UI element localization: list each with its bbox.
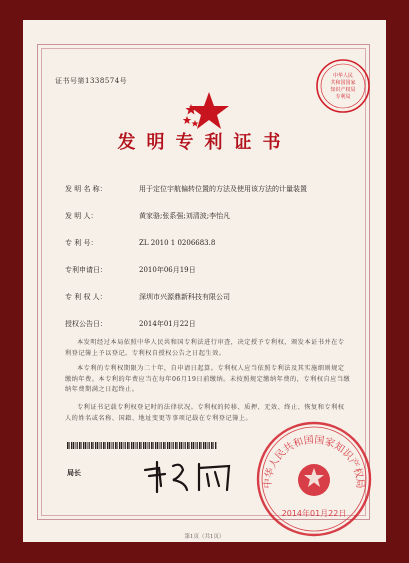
barcode-bar — [179, 442, 180, 449]
patent-office-seal-small — [313, 56, 373, 116]
barcode-bar — [213, 442, 214, 449]
barcode-bar — [153, 442, 154, 449]
barcode-bar — [109, 442, 111, 449]
barcode-bar — [100, 442, 101, 449]
barcode-bar — [211, 442, 213, 449]
national-ip-seal — [255, 420, 373, 538]
barcode-bar — [97, 442, 99, 449]
barcode-bar — [177, 442, 178, 449]
barcode-bar — [167, 442, 168, 449]
barcode-bar — [107, 442, 108, 449]
barcode-bar — [173, 442, 174, 449]
barcode-bar — [191, 442, 192, 449]
barcode-bar — [169, 442, 171, 449]
barcode-bar — [205, 442, 207, 449]
barcode-bar — [137, 442, 138, 449]
svg-text:专利局: 专利局 — [335, 94, 351, 100]
barcode-bar — [155, 442, 156, 449]
barcode-bar — [105, 442, 106, 449]
barcode-bar — [77, 442, 78, 449]
barcode-bar — [149, 442, 150, 449]
star-emblem — [179, 90, 239, 130]
barcode-bar — [136, 442, 137, 449]
barcode-bar — [93, 442, 94, 449]
barcode-bar — [143, 442, 144, 449]
barcode-bar — [129, 442, 130, 449]
barcode-bar — [201, 442, 202, 449]
certificate-number: 证书号第1338574号 — [55, 77, 128, 85]
director-signature — [139, 456, 249, 496]
barcode-bar — [133, 442, 135, 449]
barcode-bar — [163, 442, 165, 449]
barcode-bar — [203, 442, 204, 449]
barcode-bar — [161, 442, 162, 449]
barcode-bar — [81, 442, 82, 449]
barcode-bar — [193, 442, 195, 449]
barcode-bar — [141, 442, 142, 449]
svg-text:共和国国家: 共和国国家 — [330, 80, 356, 86]
field-patentee: 专 利 权 人： 深圳市兴源鼎新科技有限公司 — [65, 293, 230, 301]
barcode-bar — [115, 442, 117, 449]
paragraph-record: 专利证书记载专利权登记时的法律状况。专利权的转移、质押、无效、终止、恢复和专利权人的姓名或名称、国籍、地址变更等事项记载在专利登记簿上。 — [65, 404, 345, 422]
barcode-bar — [71, 442, 72, 449]
paragraph-grant: 本发明经过本局依照中华人民共和国专利法进行审查，决定授予专利权，颁发本证书并在专利登记簿上予以登记。专利权自授权公告之日起生效。 — [65, 339, 345, 357]
barcode-bar — [145, 442, 147, 449]
barcode-bar — [215, 442, 216, 449]
barcode-bar — [79, 442, 81, 449]
barcode-bar — [209, 442, 210, 449]
barcode-bar — [184, 442, 185, 449]
barcode-bar — [67, 442, 69, 449]
barcode-bar — [85, 442, 87, 449]
barcode-bar — [181, 442, 183, 449]
svg-text:2014年01月22日: 2014年01月22日 — [281, 509, 347, 518]
barcode-bar — [199, 442, 201, 449]
barcode-bar — [121, 442, 123, 449]
barcode-bar — [189, 442, 190, 449]
barcode-bar — [119, 442, 120, 449]
barcode-bar — [148, 442, 149, 449]
barcode-bar — [175, 442, 177, 449]
barcode-bar — [131, 442, 132, 449]
barcode-bar — [83, 442, 84, 449]
barcode-bar — [89, 442, 90, 449]
field-inventor: 发 明 人： 黄家骆;张系强;刘清波;李怡凡 — [65, 212, 231, 220]
barcode-bar — [185, 442, 186, 449]
paragraph-term: 本专利的专利权期限为二十年，自申请日起算。专利权人应当依照专利法及其实施细则规定缴纳年费。本专利的年费应当在每年06月19日前缴纳。未按照规定缴纳年费的，专利权自应当缴纳年费期满之日起终止。 — [65, 365, 351, 393]
barcode-bar — [160, 442, 161, 449]
barcode-bar — [69, 442, 70, 449]
certificate-paper — [23, 20, 386, 542]
barcode-bar — [127, 442, 129, 449]
barcode-bar — [95, 442, 96, 449]
barcode-bar — [157, 442, 159, 449]
page-number: 第1页（共1页） — [184, 534, 225, 540]
barcode-bar — [165, 442, 166, 449]
barcode-bar — [76, 442, 77, 449]
svg-text:中华人民: 中华人民 — [332, 73, 354, 79]
barcode-bar — [88, 442, 89, 449]
barcode-bar — [113, 442, 114, 449]
certificate-title: 发明专利证书 — [117, 132, 292, 153]
field-grant-date: 授权公告日： 2014年01月22日 — [65, 320, 196, 328]
barcode-bar — [112, 442, 113, 449]
barcode-bar — [103, 442, 105, 449]
svg-text:中华人民共和国国家知识产权局: 中华人民共和国国家知识产权局 — [262, 434, 366, 489]
barcode-bar — [124, 442, 125, 449]
barcode-bar — [117, 442, 118, 449]
field-invention-name: 发 明 名 称： 用于定位宇航偏转位置的方法及使用该方法的计量装置 — [65, 185, 307, 193]
barcode-bar — [151, 442, 153, 449]
barcode-bar — [91, 442, 93, 449]
barcode-bar — [172, 442, 173, 449]
barcode-bar — [196, 442, 197, 449]
svg-text:知识产权局: 知识产权局 — [330, 87, 356, 93]
barcode-bar — [208, 442, 209, 449]
barcode-bar — [197, 442, 198, 449]
field-patent-number: 专 利 号： ZL 2010 1 0206683.8 — [65, 239, 216, 247]
field-application-date: 专利申请日： 2010年06月19日 — [65, 266, 196, 274]
barcode-bar — [73, 442, 75, 449]
barcode-bar — [101, 442, 102, 449]
barcode-bar — [125, 442, 126, 449]
barcode-bar — [139, 442, 141, 449]
barcode — [67, 442, 217, 449]
signature-title: 局长 — [67, 468, 81, 477]
barcode-bar — [187, 442, 189, 449]
